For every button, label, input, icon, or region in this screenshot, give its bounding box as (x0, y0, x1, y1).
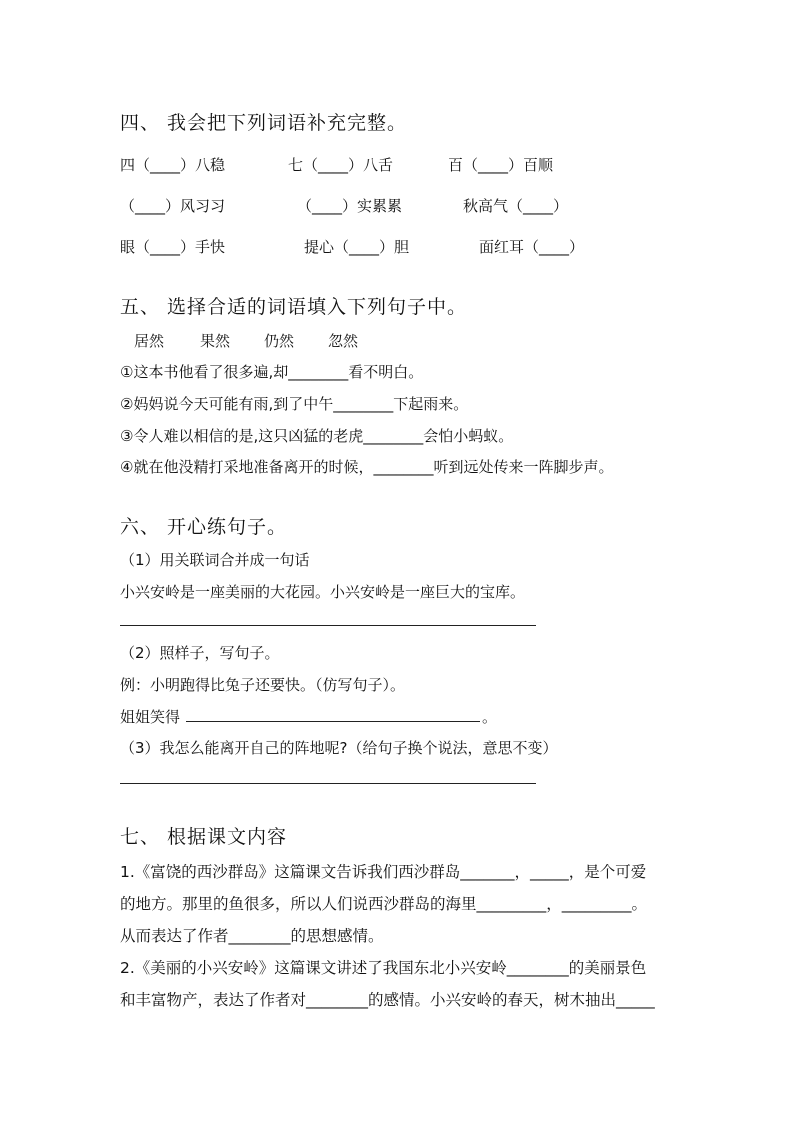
section7-line-3: 从而表达了作者________的思想感情。 (120, 927, 384, 945)
option-word-3: 仍然 (264, 332, 295, 350)
sentence-5-1: ①这本书他看了很多遍,却________看不明白。 (120, 363, 424, 381)
answer-line-q1[interactable] (120, 625, 536, 626)
q2-end: 。 (482, 708, 498, 726)
section7-line-2: 的地方。那里的鱼很多，所以人们说西沙群岛的海里_________，_________。 (120, 895, 648, 913)
idiom-4-6: 秋高气（____） (463, 197, 569, 215)
q3-label: （3）我怎么能离开自己的阵地呢?（给句子换个说法，意思不变） (120, 739, 558, 757)
option-word-2: 果然 (200, 332, 231, 350)
idiom-4-1: 四（____）八稳 (120, 156, 226, 174)
answer-line-q3[interactable] (120, 783, 536, 784)
q1-text: 小兴安岭是一座美丽的大花园。小兴安岭是一座巨大的宝库。 (120, 583, 526, 601)
section5-title: 五、 选择合适的词语填入下列句子中。 (120, 296, 468, 318)
section7-line-4: 2.《美丽的小兴安岭》这篇课文讲述了我国东北小兴安岭________的美丽景色 (120, 959, 647, 977)
q2-label: （2）照样子，写句子。 (120, 644, 280, 662)
idiom-4-4: （____）风习习 (120, 197, 226, 215)
section7-line-1: 1.《富饶的西沙群岛》这篇课文告诉我们西沙群岛_______，_____，是个可爱 (120, 863, 647, 881)
sentence-5-3: ③令人难以相信的是,这只凶猛的老虎________会怕小蚂蚁。 (120, 427, 514, 445)
option-word-1: 居然 (134, 332, 165, 350)
q2-example: 例：小明跑得比兔子还要快。（仿写句子）。 (120, 676, 406, 694)
section6-title: 六、 开心练句子。 (120, 516, 288, 538)
idiom-4-2: 七（____）八舌 (288, 156, 394, 174)
section4-title: 四、 我会把下列词语补充完整。 (120, 112, 408, 134)
q2-prompt: 姐姐笑得 (120, 708, 181, 726)
idiom-4-9: 面红耳（____） (479, 238, 585, 256)
idiom-4-3: 百（____）百顺 (448, 156, 554, 174)
sentence-5-2: ②妈妈说今天可能有雨,到了中午________下起雨来。 (120, 395, 469, 413)
option-word-4: 忽然 (328, 332, 359, 350)
sentence-5-4: ④就在他没精打采地准备离开的时候，________听到远处传来一阵脚步声。 (120, 458, 614, 476)
idiom-4-8: 提心（____）胆 (304, 238, 410, 256)
idiom-4-7: 眼（____）手快 (120, 238, 226, 256)
idiom-4-5: （____）实累累 (297, 197, 403, 215)
q1-label: （1）用关联词合并成一句话 (120, 551, 310, 569)
section7-title: 七、 根据课文内容 (120, 826, 288, 848)
section7-line-5: 和丰富物产，表达了作者对________的感情。小兴安岭的春天，树木抽出_____ (120, 991, 655, 1009)
answer-line-q2[interactable] (186, 721, 480, 722)
